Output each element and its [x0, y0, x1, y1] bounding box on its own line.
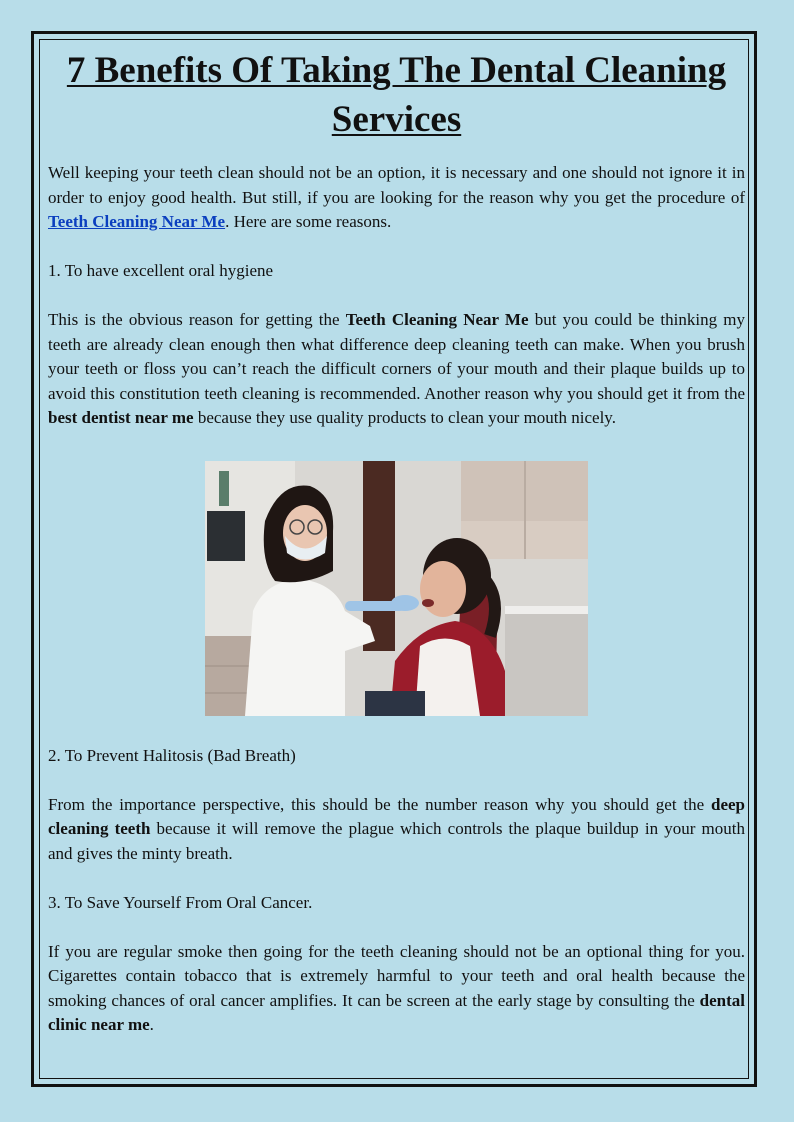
section-2-paragraph: From the importance perspective, this should be the number reason why you should get the deep cleaning teeth because it will remove the plague which controls the plaque buildup in your mouth and gives the minty breath. — [48, 794, 745, 863]
article — [48, 46, 745, 1038]
intro-paragraph: Well keeping your teeth clean should not be an option, it is necessary and one should not ignore it in order to enjoy good health. But still, if you are looking for the reason why you get the procedure of Teeth Cleaning Near Me. Here are some reasons. — [48, 163, 745, 231]
section-1-paragraph: This is the obvious reason for getting the Teeth Cleaning Near Me but you could be thinking my teeth are already clean enough then what difference deep cleaning teeth can make. When you brush your teeth or floss you can’t reach the difficult corners of your mouth and their plaque builds up to avoid this constitution teeth cleaning is recommended. Another reason why you should get it from the best dentist near me because they use quality products to clean your mouth nicely. — [48, 310, 745, 427]
section-3-heading: 3. To Save Yourself From Oral Cancer. — [48, 892, 313, 912]
section-1-heading: 1. To have excellent oral hygiene — [48, 261, 274, 280]
section-3-paragraph: If you are regular smoke then going for the teeth cleaning should not be an optional thing for you. Cigarettes contain tobacco that is extremely harmful to your teeth and oral health because the smoking chances of oral cancer amplifies. It can be screen at the early stage by consulting the dental clinic near me. — [48, 941, 745, 1034]
page-title: 7 Benefits Of Taking The Dental Cleaning Services — [66, 50, 727, 140]
dentist-patient-photo — [205, 461, 588, 716]
section-2-heading: 2. To Prevent Halitosis (Bad Breath) — [48, 745, 296, 765]
photo-container — [48, 461, 745, 716]
teeth-cleaning-link[interactable]: Teeth Cleaning Near Me — [48, 212, 226, 231]
